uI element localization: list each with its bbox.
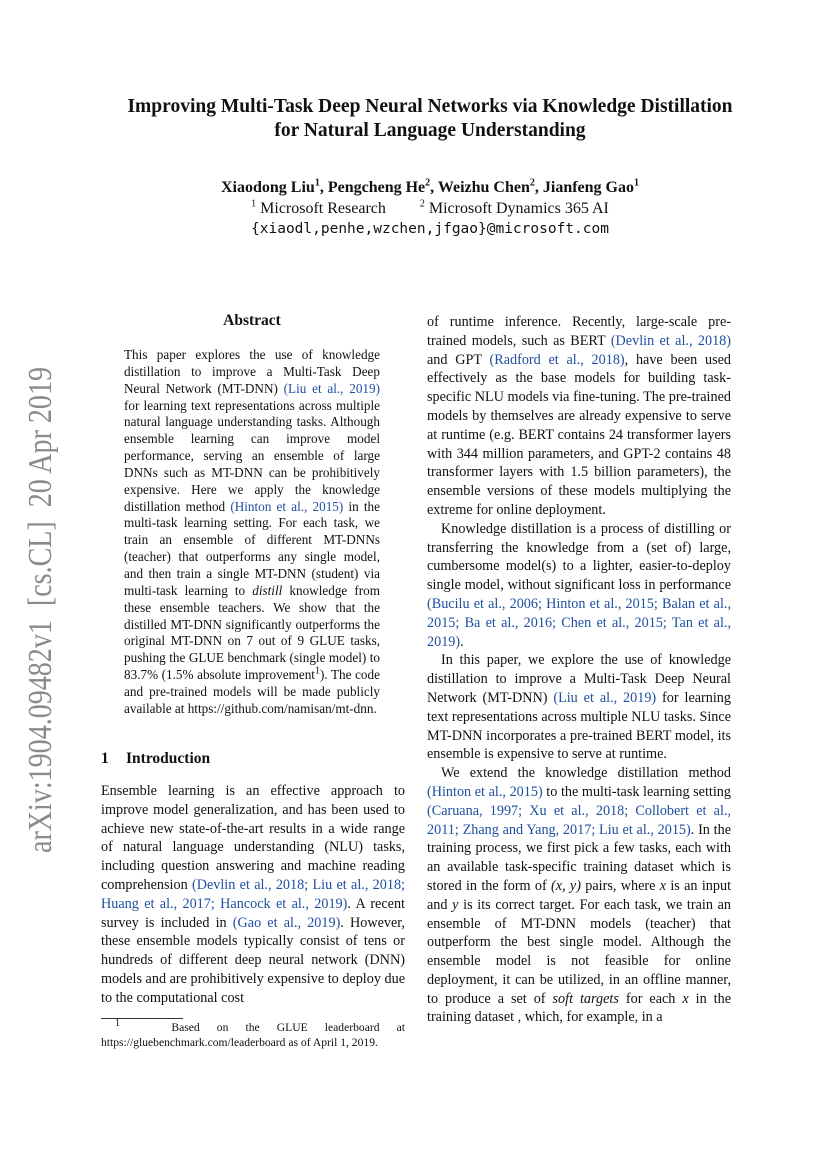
affil-sup: 2 (419, 198, 425, 210)
section-heading (101, 749, 210, 769)
body-text: . However, these ensemble models typically consist of tens or hundreds of different deep neural network (DNN) models and are prohibitively expensive to deploy due to the computational cost (101, 914, 405, 1006)
abstract-heading: Abstract (223, 312, 281, 329)
citation-link[interactable]: (Gao et al., 2019) (232, 914, 341, 931)
abstract-text: This paper explores the use of knowledge distillation to improve a Multi-Task Deep Neural Network (MT-DNN) (124, 347, 380, 396)
footnote (101, 1018, 405, 1050)
author-name: Xiaodong Liu (221, 179, 315, 196)
author-name: Weizhu Chen (437, 179, 530, 196)
body-text: in the training dataset , which, for example, in a (427, 990, 732, 1026)
citation-link[interactable]: (Hinton et al., 2015) (230, 498, 344, 514)
citation-link[interactable]: (Devlin et al., 2018; Liu et al., 2018; Huang et al., 2017; Hancock et al., 2019) (101, 876, 405, 912)
footnote-marker[interactable]: 1 (314, 665, 320, 677)
body-paragraph (427, 651, 731, 764)
citation-link[interactable]: (Liu et al., 2019) (283, 380, 380, 396)
body-text: to the multi-task learning setting (542, 783, 731, 800)
affiliations (80, 199, 780, 219)
body-text: is its correct target. For each task, we train an ensemble of MT-DNN models (teacher) that outperform the best single model. Although the ensemble model is not feasible for online deployment, it can be utilized, in an offline manner, to produce a set of (427, 896, 731, 1007)
author-affil-sup: 1 (314, 177, 320, 189)
paper-title (80, 95, 780, 143)
body-text: In this paper, we explore the use of knowledge distillation to improve a Multi-Task Deep Neural Network (MT-DNN) (427, 652, 731, 706)
author-list: Xiaodong Liu$^1$, Pengcheng He$^2$, Weizhu Chen$^2$, Jianfeng Gao$^1$ (221, 177, 639, 196)
citation-link[interactable]: (Bucilu et al., 2006; Hinton et al., 2015; Balan et al., 2015; Ba et al., 2016; Chen et al., 2015; Tan et al., 2019) (427, 595, 731, 650)
intro-paragraph (101, 782, 405, 1008)
section-title: Introduction (126, 750, 211, 767)
arxiv-stamp-text: arXiv:1904.09482v1 [cs.CL] 20 Apr 2019 (22, 365, 59, 853)
author-name: Jianfeng Gao (542, 179, 634, 196)
affil-sup: 1 (251, 198, 257, 210)
body-text: Ensemble learning is an effective approach to improve model generalization, and has been used to achieve new state-of-the-art results in a wide range of natural language understanding (NLU) tasks, including question answering and machine reading comprehension (101, 783, 405, 893)
citation-link[interactable]: (Caruana, 1997; Xu et al., 2018; Collobert et al., 2011; Zhang and Yang, 2017; Liu et al., 2015) (427, 802, 731, 838)
body-text: for learning text representations across multiple NLU tasks. Since MT-DNN incorporates a pre-trained BERT model, its ensemble is expensive to serve at runtime. (427, 689, 731, 763)
abstract-text: in the multi-task learning setting. For each task, we train an ensemble of different MT-DNNs (teacher) that outperforms any single model, and then train a single MT-DNN (student) via multi-task learning to (124, 498, 380, 598)
body-text: We extend the knowledge distillation method (441, 765, 731, 782)
body-text: , have been used effectively as the base models for building task-specific NLU models via fine-tuning. The pre-trained models by themselves are already expensive to serve at runtime (e.g. BERT contains 24 transformer layers with 344 million parameters, and GPT-2 contains 48 transformer layers with 1.5 billion parameters), the ensemble versions of these models multiplying the extreme for online deployment. (427, 351, 732, 518)
right-column (427, 313, 731, 1027)
footnote-text: Based on the GLUE leaderboard at https://gluebenchmark.com/leaderboard as of April 1, 2019. (101, 1021, 405, 1049)
body-text: for each (618, 990, 683, 1007)
abstract-emphasis: distill (252, 582, 283, 598)
citation-link[interactable]: (Radford et al., 2018) (489, 351, 625, 368)
body-emphasis: soft targets (552, 990, 619, 1007)
body-text: . In the training process, we first pick a few tasks, each with an available task-specific training dataset which is stored in the form of (427, 821, 731, 894)
title-line-1: Improving Multi-Task Deep Neural Networks via Knowledge Distillation (127, 96, 733, 117)
abstract-text: knowledge from these ensemble teachers. We show that the distilled MT-DNN significantly outperforms the original MT-DNN on 7 out of 9 GLUE tasks, pushing the GLUE benchmark (single model) to 83.7% (1.5% absolute improvement (124, 582, 380, 683)
abstract-body (124, 347, 380, 718)
body-text: of runtime inference. Recently, large-scale pre-trained models, such as BERT (427, 314, 731, 349)
math-inline: x (659, 877, 667, 894)
body-text: and GPT (427, 351, 490, 368)
body-text: is an input and (427, 877, 732, 913)
section-number: 1 (101, 750, 109, 767)
title-line-2: for Natural Language Understanding (274, 120, 586, 141)
body-text: Knowledge distillation is a process of distilling or transferring the knowledge from a (set of) large, cumbersome model(s) to a lighter, easier-to-deploy single model, without significant loss in performance (427, 520, 731, 594)
author-affil-sup: 1 (634, 177, 639, 189)
citation-link[interactable]: (Devlin et al., 2018) (610, 332, 731, 349)
body-text: . (460, 633, 464, 650)
math-inline: (x, y) (551, 877, 581, 894)
math-inline: x (682, 990, 689, 1007)
author-affil-sup: 2 (529, 177, 535, 189)
math-inline: y (452, 896, 459, 913)
citation-link[interactable]: (Liu et al., 2019) (553, 689, 657, 706)
body-paragraph (427, 313, 731, 520)
body-text: . A recent survey is included in (101, 895, 405, 931)
author-emails: {xiaodl,penhe,wzchen,jfgao}@microsoft.com (251, 221, 609, 237)
body-paragraph (427, 520, 731, 652)
body-text: pairs, where (580, 877, 660, 894)
citation-link[interactable]: (Hinton et al., 2015) (427, 783, 543, 800)
author-affil-sup: 2 (425, 177, 431, 189)
body-paragraph (427, 764, 731, 1027)
abstract-text: ). The code and pre-trained models will be made publicly available at https://github.com/namisan/mt-dnn. (124, 667, 380, 716)
footnote-number: 1 (115, 1018, 120, 1030)
affiliation: Microsoft Research (260, 200, 386, 217)
abstract-text: for learning text representations across multiple natural language understanding tasks. Although ensemble learning can improve model performance, serving an ensemble of large DNNs such as MT-DNN can be prohibitively expensive. Here we apply the knowledge distillation method (124, 397, 380, 514)
author-name: Pengcheng He (327, 179, 426, 196)
footnote-divider (101, 1018, 183, 1019)
affiliation: Microsoft Dynamics 365 AI (428, 200, 609, 217)
arxiv-stamp (8, 365, 64, 855)
